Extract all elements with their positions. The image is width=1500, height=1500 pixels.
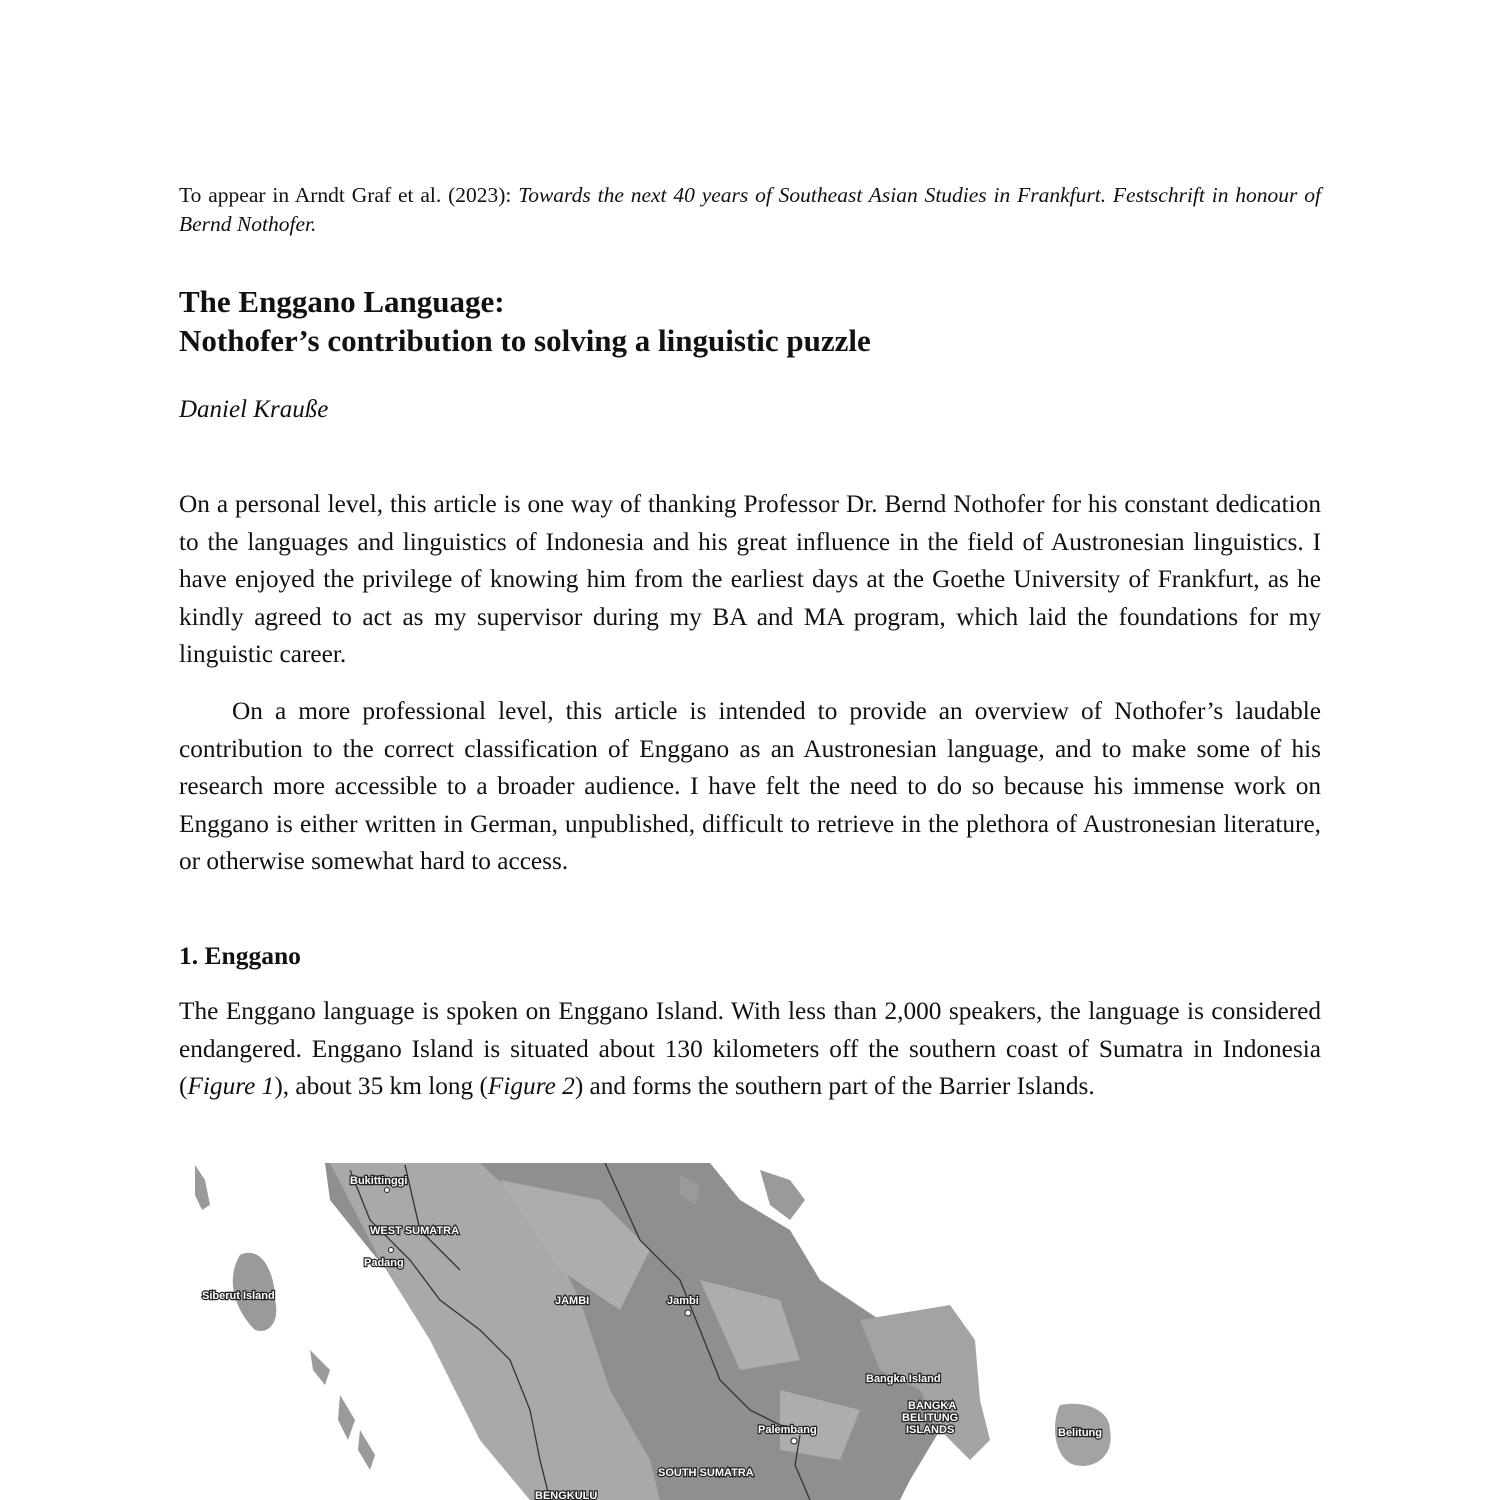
paragraph: On a personal level, this article is one way of thanking Professor Dr. Bernd Nothofer for his constant dedication to the languages and linguistics of Indonesia and his great influence in the field of Austronesian linguistics. I have enjoyed the privilege of knowing him from the earliest days at the Goethe University of Frankfurt, as he kindly agreed to act as my supervisor during my BA and MA program, which laid the foundations for my linguistic career. [179,490,1321,669]
section-heading: 1. Enggano [179,941,301,970]
label-bangka-belitung: BELITUNG [902,1412,959,1424]
label-belitung: Belitung [1058,1427,1102,1439]
book-title: Towards the next 40 years of Southeast Asian Studies in Frankfurt. Festschrift in honour of Bernd Nothofer. [179,183,1321,236]
figure-ref[interactable]: Figure 2 [487,1072,575,1101]
label-bengkulu: BENGKULU [535,1490,598,1500]
label-jambi-city: Jambi [667,1295,699,1307]
label-siberut: Siberut Island [202,1290,275,1302]
paragraph: On a more professional level, this article is intended to provide an overview of Nothofer’s laudable contribution to the correct classification of Enggano as an Austronesian language, and to make some of his research more accessible to a broader audience. I have felt the need to do so because his immense work on Enggano is either written in German, unpublished, difficult to retrieve in the plethora of Austronesian literature, or otherwise somewhat hard to access. [179,697,1321,876]
text: The Enggano language is spoken on Enggano Island. With less than 2,000 speakers, the language is considered endangered. Enggano Island is situated about 130 kilometers off the southern coast of Sumatra in Indonesia ( [179,997,1321,1101]
label-jambi-province: JAMBI [555,1295,590,1307]
title-line-2: Nothofer’s contribution to solving a linguistic puzzle [179,323,871,358]
text: ), about 35 km long ( [274,1072,488,1101]
label-west-sumatra: WEST SUMATRA [370,1225,460,1237]
title-line-1: The Enggano Language: [179,284,505,319]
figure-ref[interactable]: Figure 1 [187,1072,275,1101]
text: ) and forms the southern part of the Barrier Islands. [574,1072,1095,1101]
note-prefix: To appear in Arndt Graf et al. (2023): [179,183,519,207]
label-bangka-island: Bangka Island [866,1373,941,1385]
article-title [179,282,1321,360]
label-bangka-belitung: ISLANDS [906,1424,955,1436]
label-palembang: Palembang [758,1424,817,1436]
label-bukittinggi: Bukittinggi [350,1175,408,1187]
label-bangka-belitung: BANGKA [908,1400,957,1412]
label-south-sumatra: SOUTH SUMATRA [658,1467,754,1479]
paragraph [179,993,1321,1106]
land [195,1163,1111,1500]
label-padang: Padang [364,1257,404,1269]
sumatra-map [180,1160,1140,1500]
publication-note [179,181,1321,239]
author: Daniel Krauße [179,396,329,423]
